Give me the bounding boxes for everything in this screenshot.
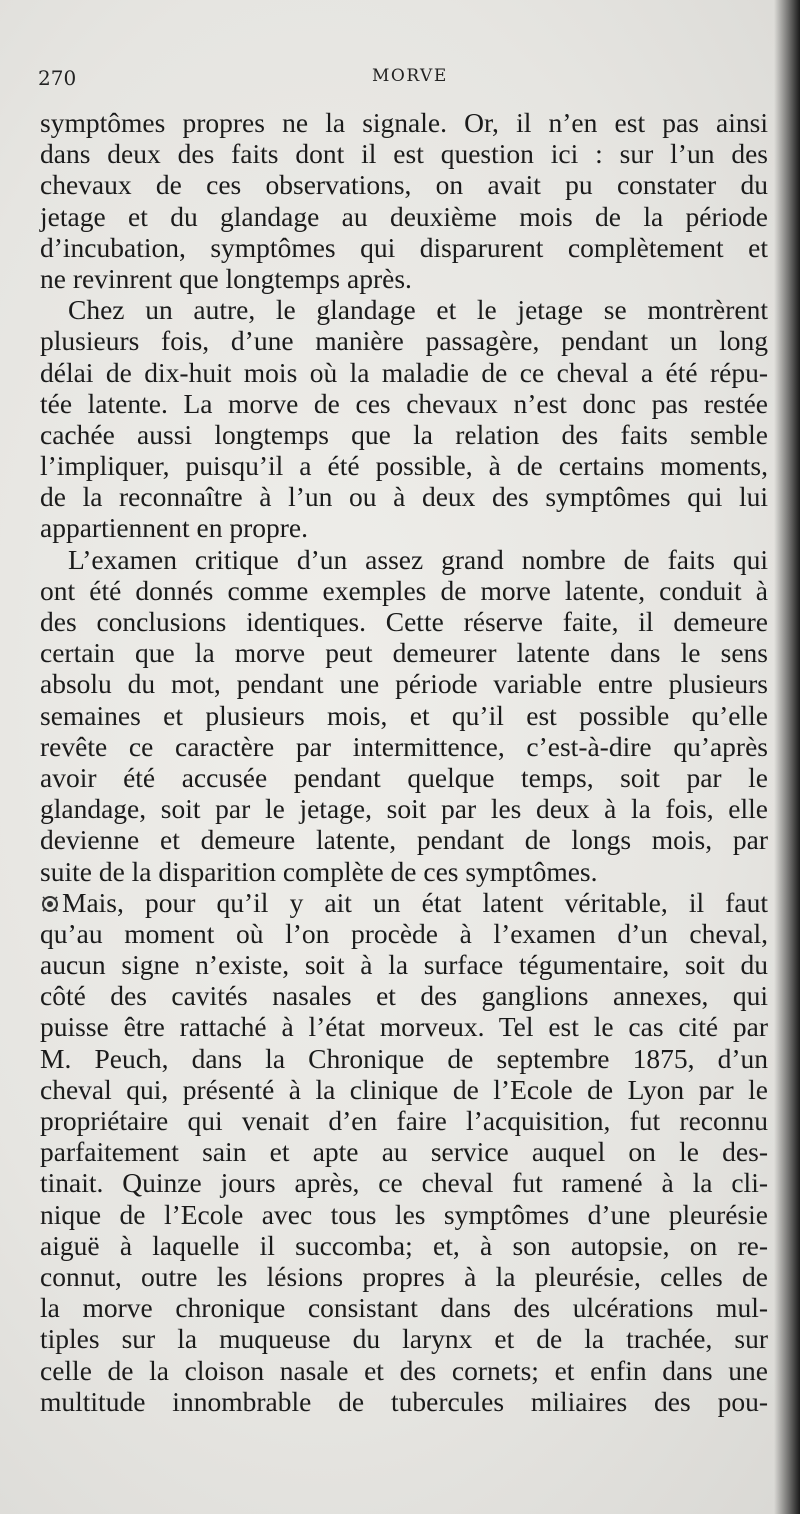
- text-line: multitude innombrable de tubercules miliaires des pou-: [40, 1385, 768, 1417]
- text-line: d’incubation, symptômes qui disparurent complètement et: [40, 231, 768, 263]
- text-line: délai de dix-huit mois où la maladie de ce cheval a été répu-: [40, 356, 768, 388]
- text-line-part: Mais, pour qu’il y ait un état latent véritable, il faut: [62, 886, 768, 918]
- text-line: côté des cavités nasales et des ganglions annexes, qui: [40, 980, 768, 1012]
- text-line: dans deux des faits dont il est question ici : sur l’un des: [40, 138, 768, 170]
- text-line: tinait. Quinze jours après, ce cheval fut ramené à la cli-: [40, 1167, 768, 1199]
- text-line: aiguë à laquelle il succomba; et, à son autopsie, on re-: [40, 1229, 768, 1261]
- text-line: revête ce caractère par intermittence, c’est-à-dire qu’après: [40, 730, 768, 762]
- text-line: semaines et plusieurs mois, et qu’il est possible qu’elle: [40, 699, 768, 731]
- text-line: cachée aussi longtemps que la relation des faits semble: [40, 418, 768, 450]
- text-line: jetage et du glandage au deuxième mois de la période: [40, 200, 768, 232]
- text-line: propriétaire qui venait d’en faire l’acquisition, fut reconnu: [40, 1105, 768, 1136]
- text-line: Chez un autre, le glandage et le jetage se montrèrent: [68, 294, 768, 326]
- page-number: 270: [38, 66, 77, 90]
- text-line: aucun signe n’existe, soit à la surface tégumentaire, soit du: [40, 949, 768, 981]
- text-line: [40, 887, 768, 918]
- text-line-part: ont été donnés comme exemples de morve latente, conduit à: [40, 574, 768, 606]
- text-line: chevaux de ces observations, on avait pu constater du: [40, 169, 768, 201]
- body-text: [40, 107, 768, 1417]
- page-header: [0, 66, 800, 96]
- text-line: avoir été accusée pendant quelque temps, soit par le: [40, 761, 768, 793]
- text-line: la morve chronique consistant dans des ulcérations mul-: [40, 1292, 768, 1324]
- text-line: suite de la disparition complète de ces symptômes.: [40, 855, 598, 887]
- text-line: symptômes propres ne la signale. Or, il n’en est pas ainsi: [40, 107, 768, 138]
- text-line: l’impliquer, puisqu’il a été possible, à de certains moments,: [40, 450, 768, 482]
- text-line: connut, outre les lésions propres à la pleurésie, celles de: [40, 1260, 768, 1292]
- text-line: [40, 575, 768, 606]
- text-line: parfaitement sain et apte au service auquel on le des-: [40, 1136, 768, 1168]
- running-title: MORVE: [372, 66, 448, 86]
- printer-ornament-icon: [40, 894, 60, 914]
- text-line: de la reconnaître à l’un ou à deux des symptômes qui lui: [40, 481, 768, 513]
- text-line: L’examen critique d’un assez grand nombre de faits qui: [68, 543, 768, 575]
- text-line: glandage, soit par le jetage, soit par les deux à la fois, elle: [40, 793, 768, 825]
- text-line: celle de la cloison nasale et des cornets; et enfin dans une: [40, 1354, 768, 1386]
- text-line: absolu du mot, pendant une période variable entre plusieurs: [40, 668, 768, 700]
- text-line: tée latente. La morve de ces chevaux n’est donc pas restée: [40, 387, 768, 419]
- text-line: des conclusions identiques. Cette réserve faite, il demeure: [40, 606, 768, 637]
- book-gutter-shadow: [774, 0, 800, 1514]
- text-line: puisse être rattaché à l’état morveux. Tel est le cas cité par: [40, 1011, 768, 1043]
- text-line: qu’au moment où l’on procède à l’examen d’un cheval,: [40, 917, 768, 949]
- text-line: certain que la morve peut demeurer latente dans le sens: [40, 637, 768, 669]
- text-line: M. Peuch, dans la Chronique de septembre 1875, d’un: [40, 1042, 768, 1074]
- text-line: plusieurs fois, d’une manière passagère, pendant un long: [40, 325, 768, 357]
- text-line: tiples sur la muqueuse du larynx et de la trachée, sur: [40, 1323, 768, 1355]
- text-line: ne revinrent que longtemps après.: [40, 262, 412, 294]
- text-line: cheval qui, présenté à la clinique de l’Ecole de Lyon par le: [40, 1073, 768, 1105]
- text-line: nique de l’Ecole avec tous les symptômes d’une pleurésie: [40, 1198, 768, 1230]
- text-line: devienne et demeure latente, pendant de longs mois, par: [40, 824, 768, 856]
- text-line: appartiennent en propre.: [40, 512, 309, 544]
